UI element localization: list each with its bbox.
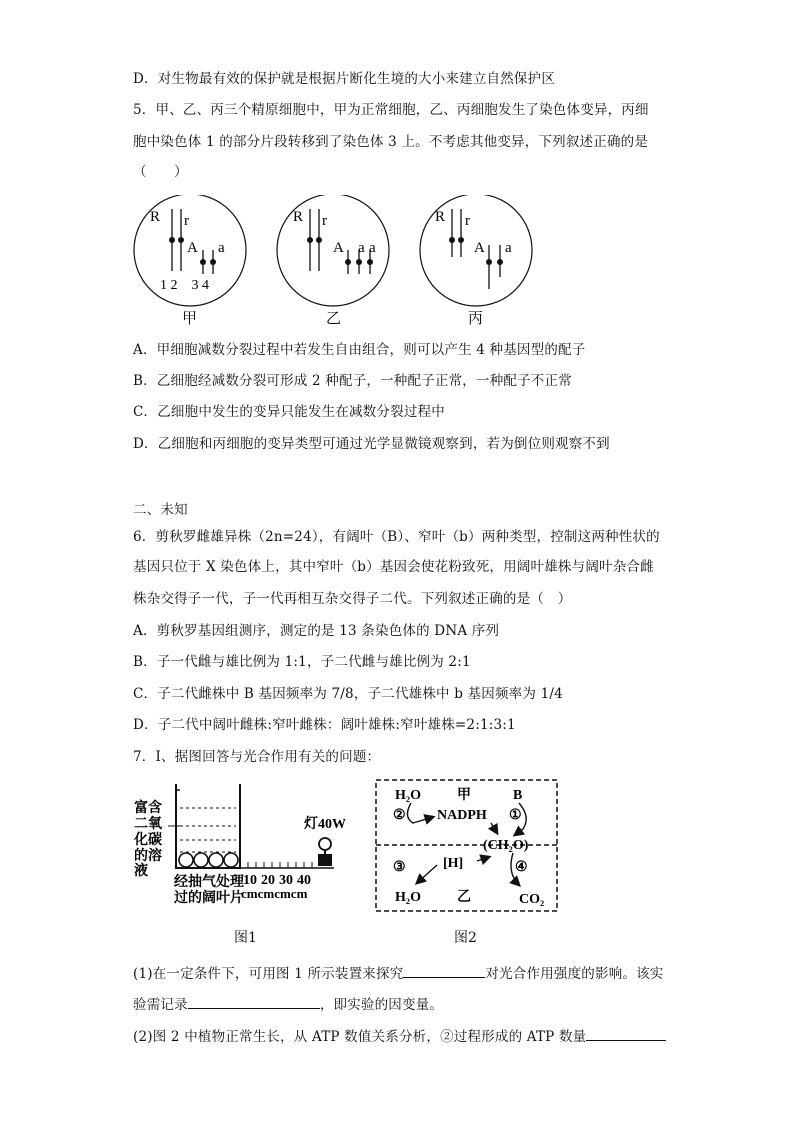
cell-yi-caption: 乙 bbox=[326, 311, 342, 327]
q7-part1-text-a: (1)在一定条件下，可用图 1 所示装置来探究 bbox=[133, 966, 404, 982]
fig2-h2o-bottom: H₂O bbox=[395, 890, 421, 905]
q7-blank-3[interactable] bbox=[586, 1026, 666, 1041]
q7-figure-1 bbox=[132, 778, 372, 913]
q7-figure-2 bbox=[373, 777, 563, 917]
cell-yi-A: A bbox=[333, 240, 344, 256]
q5-option-d: D．乙细胞和丙细胞的变异类型可通过光学显微镜观察到，若为倒位则观察不到 bbox=[133, 436, 610, 452]
cell-jia-caption: 甲 bbox=[182, 311, 198, 327]
fig1-tick-40: 40 bbox=[297, 873, 311, 888]
cell-yi-R: R bbox=[293, 209, 304, 225]
fig2-h2o-top: H₂O bbox=[395, 788, 421, 803]
fig1-tick-30: 30 bbox=[279, 873, 293, 888]
q7-part1-text-b: 对光合作用强度的影响。该实 bbox=[485, 966, 664, 982]
q7-part2-text-a: (2)图 2 中植物正常生长，从 ATP 数值关系分析，②过程形成的 ATP 数量 bbox=[133, 1029, 587, 1045]
fig2-nadph: NADPH bbox=[437, 808, 487, 823]
figure-2-caption: 图2 bbox=[454, 930, 477, 946]
q7-part1-text-c: 验需记录 bbox=[133, 997, 188, 1013]
fig1-tick-20: 20 bbox=[261, 873, 275, 888]
cell-bing-r: r bbox=[465, 213, 470, 229]
fig2-circle-2: ② bbox=[393, 808, 406, 823]
fig1-units: cmcmcmcm bbox=[241, 886, 308, 901]
fig2-circle-4: ④ bbox=[515, 860, 528, 875]
q5-stem-line1: 5．甲、乙、丙三个精原细胞中，甲为正常细胞，乙、丙细胞发生了染色体变异，丙细 bbox=[133, 102, 649, 118]
cell-jia-A: A bbox=[187, 240, 198, 256]
fig2-co2: CO₂ bbox=[519, 892, 545, 907]
cell-bing-A: A bbox=[474, 240, 485, 256]
fig1-side-label-1: 富含 bbox=[134, 801, 162, 816]
cell-jia-r: r bbox=[184, 213, 189, 229]
cell-bing bbox=[420, 195, 532, 306]
q6-option-d: D．子二代中阔叶雌株:窄叶雌株：阔叶雄株:窄叶雄株=2:1:3:1 bbox=[133, 717, 516, 733]
q7-part1-line2 bbox=[133, 993, 443, 1013]
q6-option-c: C．子二代雌株中 B 基因频率为 7/8，子二代雄株中 b 基因频率为 1/4 bbox=[133, 686, 563, 702]
q7-blank-1[interactable] bbox=[403, 963, 485, 978]
cell-yi-r: r bbox=[322, 213, 327, 229]
cell-yi bbox=[277, 195, 389, 306]
fig1-side-label-5: 液 bbox=[134, 864, 148, 879]
cell-yi-a1: a bbox=[358, 240, 365, 256]
cell-jia-a: a bbox=[218, 240, 225, 256]
fig2-h: [H] bbox=[443, 856, 464, 871]
q6-stem-line2: 基因只位于 X 染色体上，其中窄叶（b）基因会使花粉致死，用阔叶雄株与阔叶杂合雌 bbox=[133, 559, 654, 575]
q5-option-c: C．乙细胞中发生的变异只能发生在减数分裂过程中 bbox=[133, 404, 445, 420]
q5-option-a: A．甲细胞减数分裂过程中若发生自由组合，则可以产生 4 种基因型的配子 bbox=[133, 342, 586, 358]
cell-jia bbox=[134, 195, 246, 306]
fig1-side-label-3: 化碳 bbox=[134, 833, 162, 848]
fig1-leaf-label-2: 过的阔叶片 bbox=[174, 891, 244, 906]
cell-yi-a2: a bbox=[369, 240, 376, 256]
fig2-B: B bbox=[513, 788, 523, 803]
q4-option-d: D．对生物最有效的保护就是根据片断化生境的大小来建立自然保护区 bbox=[133, 71, 556, 87]
fig1-side-label-2: 二氧 bbox=[134, 817, 162, 832]
figure-1-caption: 图1 bbox=[234, 930, 257, 946]
cell-jia-numbers: 1 2 3 4 bbox=[160, 278, 209, 293]
cell-bing-a: a bbox=[505, 240, 512, 256]
q5-option-b: B．乙细胞经减数分裂可形成 2 种配子，一种配子正常，一种配子不正常 bbox=[133, 373, 572, 389]
lamp-icon bbox=[319, 838, 331, 850]
fig1-leaf-label-1: 经抽气处理 bbox=[174, 875, 244, 890]
cell-bing-caption: 丙 bbox=[468, 311, 484, 327]
fig2-ch2o: (CH₂O) bbox=[483, 838, 529, 853]
cell-bing-R: R bbox=[435, 209, 446, 225]
fig2-yi: 乙 bbox=[457, 890, 471, 905]
q5-answer-paren: （ ） bbox=[133, 164, 188, 180]
fig2-circle-1: ① bbox=[509, 808, 522, 823]
q7-part2-line1 bbox=[133, 1025, 666, 1045]
fig1-side-label-4: 的溶 bbox=[134, 849, 162, 864]
q6-option-a: A．剪秋罗基因组测序，测定的是 13 条染色体的 DNA 序列 bbox=[133, 623, 500, 639]
q7-part1-line1 bbox=[133, 962, 664, 982]
q7-blank-2[interactable] bbox=[188, 994, 320, 1009]
section-title: 二、未知 bbox=[133, 502, 188, 518]
fig1-tick-10: 10 bbox=[243, 873, 257, 888]
q6-option-b: B．子一代雌与雄比例为 1:1，子二代雌与雄比例为 2:1 bbox=[133, 654, 471, 670]
fig2-jia: 甲 bbox=[457, 788, 471, 803]
q7-part1-text-d: ，即实验的因变量。 bbox=[319, 997, 444, 1013]
fig2-circle-3: ③ bbox=[393, 860, 406, 875]
cell-jia-R: R bbox=[150, 209, 161, 225]
q6-stem-line3: 株杂交得子一代，子一代再相互杂交得子二代。下列叙述正确的是（ ） bbox=[133, 591, 572, 607]
q6-stem-line1: 6．剪秋罗雌雄异株（2n=24），有阔叶（B）、窄叶（b）两种类型，控制这两种性状的 bbox=[133, 529, 660, 545]
q7-stem: 7．Ⅰ、据图回答与光合作用有关的问题： bbox=[133, 749, 381, 765]
q5-stem-line2: 胞中染色体 1 的部分片段转移到了染色体 3 上。不考虑其他变异，下列叙述正确的是 bbox=[133, 134, 649, 150]
q5-cell-figure bbox=[0, 195, 794, 335]
fig1-lamp-label: 灯40W bbox=[304, 817, 346, 832]
